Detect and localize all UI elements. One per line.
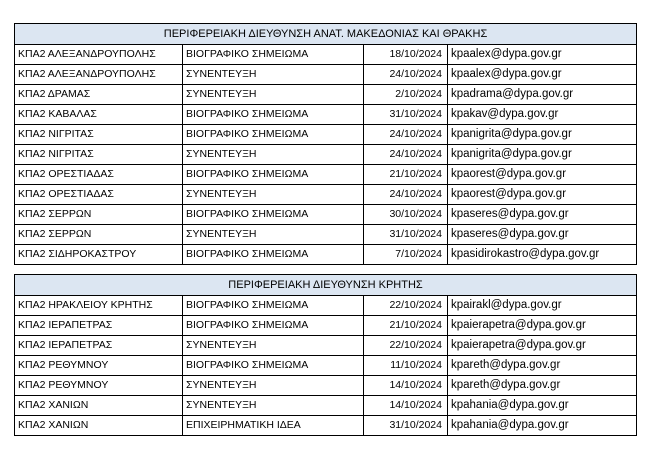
table-row [15, 225, 637, 245]
email-cell: kpaseres@dypa.gov.gr [448, 205, 637, 225]
type-cell: ΣΥΝΕΝΤΕΥΞΗ [183, 85, 364, 105]
email-cell: kpanigrita@dypa.gov.gr [448, 125, 637, 145]
type-cell: ΕΠΙΧΕΙΡΗΜΑΤΙΚΗ ΙΔΕΑ [183, 416, 364, 436]
email-cell: kpaorest@dypa.gov.gr [448, 165, 637, 185]
type-cell: ΒΙΟΓΡΑΦΙΚΟ ΣΗΜΕΙΩΜΑ [183, 105, 364, 125]
date-cell: 24/10/2024 [364, 145, 448, 165]
type-cell: ΒΙΟΓΡΑΦΙΚΟ ΣΗΜΕΙΩΜΑ [183, 45, 364, 65]
email-cell: kpahania@dypa.gov.gr [448, 396, 637, 416]
type-cell: ΒΙΟΓΡΑΦΙΚΟ ΣΗΜΕΙΩΜΑ [183, 296, 364, 316]
type-cell: ΒΙΟΓΡΑΦΙΚΟ ΣΗΜΕΙΩΜΑ [183, 245, 364, 265]
office-cell: ΚΠΑ2 ΡΕΘΥΜΝΟΥ [15, 356, 183, 376]
table-row [15, 396, 637, 416]
email-cell: kpaalex@dypa.gov.gr [448, 45, 637, 65]
date-cell: 7/10/2024 [364, 245, 448, 265]
table-row [15, 376, 637, 396]
type-cell: ΣΥΝΕΝΤΕΥΞΗ [183, 65, 364, 85]
type-cell: ΣΥΝΕΝΤΕΥΞΗ [183, 376, 364, 396]
date-cell: 21/10/2024 [364, 165, 448, 185]
date-cell: 22/10/2024 [364, 336, 448, 356]
table-row [15, 85, 637, 105]
date-cell: 24/10/2024 [364, 125, 448, 145]
office-cell: ΚΠΑ2 ΧΑΝΙΩΝ [15, 416, 183, 436]
office-cell: ΚΠΑ2 ΣΙΔΗΡΟΚΑΣΤΡΟΥ [15, 245, 183, 265]
table-row [15, 356, 637, 376]
email-cell: kpaierapetra@dypa.gov.gr [448, 336, 637, 356]
email-cell: kpaalex@dypa.gov.gr [448, 65, 637, 85]
office-cell: ΚΠΑ2 ΧΑΝΙΩΝ [15, 396, 183, 416]
date-cell: 22/10/2024 [364, 296, 448, 316]
office-cell: ΚΠΑ2 ΑΛΕΞΑΝΔΡΟΥΠΟΛΗΣ [15, 45, 183, 65]
section-header-row [15, 275, 637, 296]
office-cell: ΚΠΑ2 ΙΕΡΑΠΕΤΡΑΣ [15, 316, 183, 336]
office-cell: ΚΠΑ2 ΝΙΓΡΙΤΑΣ [15, 145, 183, 165]
type-cell: ΣΥΝΕΝΤΕΥΞΗ [183, 145, 364, 165]
table-row [15, 165, 637, 185]
office-cell: ΚΠΑ2 ΟΡΕΣΤΙΑΔΑΣ [15, 185, 183, 205]
type-cell: ΒΙΟΓΡΑΦΙΚΟ ΣΗΜΕΙΩΜΑ [183, 316, 364, 336]
schedule-table [14, 23, 637, 436]
date-cell: 14/10/2024 [364, 396, 448, 416]
office-cell: ΚΠΑ2 ΗΡΑΚΛΕΙΟΥ ΚΡΗΤΗΣ [15, 296, 183, 316]
office-cell: ΚΠΑ2 ΔΡΑΜΑΣ [15, 85, 183, 105]
email-cell: kpanigrita@dypa.gov.gr [448, 145, 637, 165]
section-header-row [15, 24, 637, 45]
schedule-table-body [15, 24, 637, 436]
table-row [15, 65, 637, 85]
email-cell: kpareth@dypa.gov.gr [448, 376, 637, 396]
section-title: ΠΕΡΙΦΕΡΕΙΑΚΗ ΔΙΕΥΘΥΝΣΗ ΚΡΗΤΗΣ [15, 275, 637, 296]
date-cell: 31/10/2024 [364, 225, 448, 245]
date-cell: 31/10/2024 [364, 105, 448, 125]
table-row [15, 245, 637, 265]
date-cell: 11/10/2024 [364, 356, 448, 376]
date-cell: 30/10/2024 [364, 205, 448, 225]
office-cell: ΚΠΑ2 ΝΙΓΡΙΤΑΣ [15, 125, 183, 145]
office-cell: ΚΠΑ2 ΣΕΡΡΩΝ [15, 205, 183, 225]
section-spacer [15, 265, 637, 275]
email-cell: kpasidirokastro@dypa.gov.gr [448, 245, 637, 265]
table-row [15, 296, 637, 316]
email-cell: kpahania@dypa.gov.gr [448, 416, 637, 436]
type-cell: ΣΥΝΕΝΤΕΥΞΗ [183, 225, 364, 245]
office-cell: ΚΠΑ2 ΡΕΘΥΜΝΟΥ [15, 376, 183, 396]
table-row [15, 205, 637, 225]
office-cell: ΚΠΑ2 ΣΕΡΡΩΝ [15, 225, 183, 245]
date-cell: 21/10/2024 [364, 316, 448, 336]
office-cell: ΚΠΑ2 ΙΕΡΑΠΕΤΡΑΣ [15, 336, 183, 356]
office-cell: ΚΠΑ2 ΚΑΒΑΛΑΣ [15, 105, 183, 125]
email-cell: kpadrama@dypa.gov.gr [448, 85, 637, 105]
type-cell: ΣΥΝΕΝΤΕΥΞΗ [183, 336, 364, 356]
email-cell: kpareth@dypa.gov.gr [448, 356, 637, 376]
type-cell: ΒΙΟΓΡΑΦΙΚΟ ΣΗΜΕΙΩΜΑ [183, 205, 364, 225]
date-cell: 24/10/2024 [364, 65, 448, 85]
email-cell: kpairakl@dypa.gov.gr [448, 296, 637, 316]
email-cell: kpaseres@dypa.gov.gr [448, 225, 637, 245]
date-cell: 18/10/2024 [364, 45, 448, 65]
email-cell: kpakav@dypa.gov.gr [448, 105, 637, 125]
email-cell: kpaierapetra@dypa.gov.gr [448, 316, 637, 336]
email-cell: kpaorest@dypa.gov.gr [448, 185, 637, 205]
table-row [15, 185, 637, 205]
date-cell: 14/10/2024 [364, 376, 448, 396]
date-cell: 2/10/2024 [364, 85, 448, 105]
section-title: ΠΕΡΙΦΕΡΕΙΑΚΗ ΔΙΕΥΘΥΝΣΗ ΑΝΑΤ. ΜΑΚΕΔΟΝΙΑΣ ΚΑΙ ΘΡΑΚΗΣ [15, 24, 637, 45]
office-cell: ΚΠΑ2 ΑΛΕΞΑΝΔΡΟΥΠΟΛΗΣ [15, 65, 183, 85]
type-cell: ΒΙΟΓΡΑΦΙΚΟ ΣΗΜΕΙΩΜΑ [183, 356, 364, 376]
table-row [15, 45, 637, 65]
table-row [15, 105, 637, 125]
type-cell: ΣΥΝΕΝΤΕΥΞΗ [183, 185, 364, 205]
spacer-cell [15, 265, 637, 275]
date-cell: 24/10/2024 [364, 185, 448, 205]
type-cell: ΒΙΟΓΡΑΦΙΚΟ ΣΗΜΕΙΩΜΑ [183, 125, 364, 145]
table-row [15, 316, 637, 336]
table-row [15, 125, 637, 145]
table-row [15, 336, 637, 356]
table-row [15, 416, 637, 436]
date-cell: 31/10/2024 [364, 416, 448, 436]
type-cell: ΣΥΝΕΝΤΕΥΞΗ [183, 396, 364, 416]
table-row [15, 145, 637, 165]
type-cell: ΒΙΟΓΡΑΦΙΚΟ ΣΗΜΕΙΩΜΑ [183, 165, 364, 185]
office-cell: ΚΠΑ2 ΟΡΕΣΤΙΑΔΑΣ [15, 165, 183, 185]
